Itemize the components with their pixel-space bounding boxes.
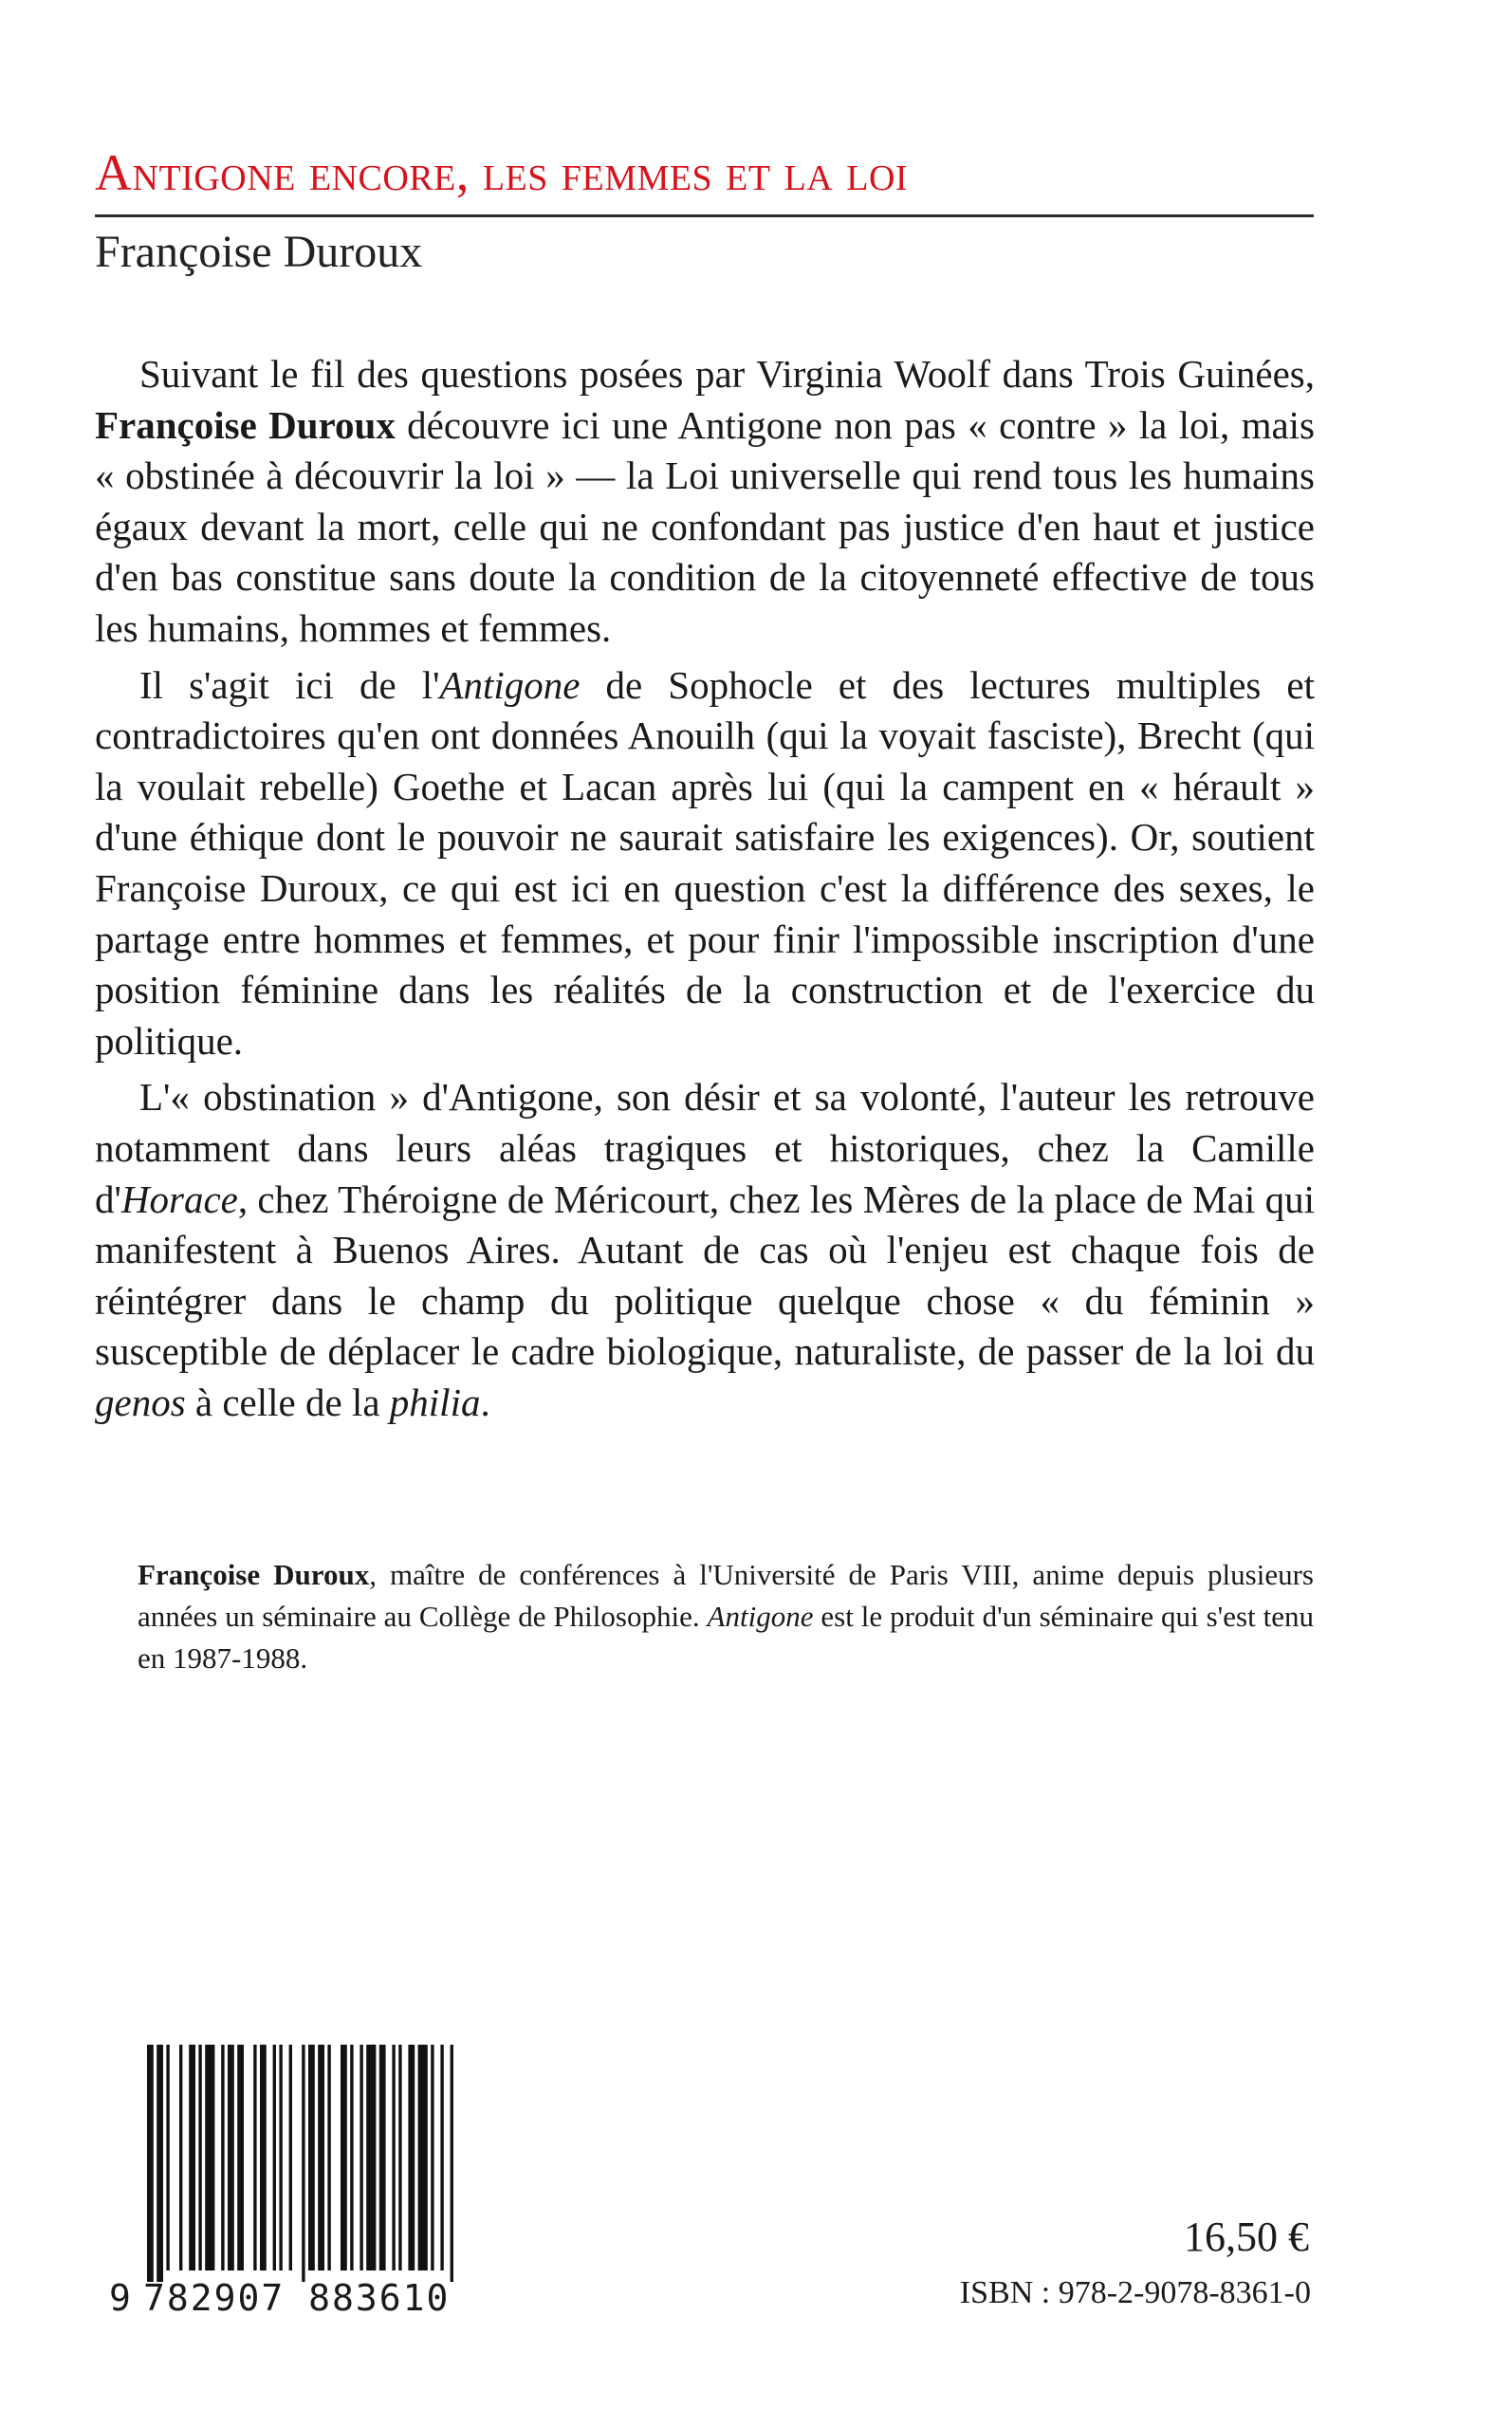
book-author: Françoise Duroux <box>95 227 423 277</box>
barcode-bar <box>418 2045 428 2270</box>
barcode-bar <box>237 2045 244 2270</box>
barcode-bar <box>366 2045 376 2270</box>
barcode-bar <box>408 2045 415 2270</box>
title-rule <box>95 214 1314 217</box>
book-description <box>95 349 1315 1428</box>
description-paragraph-2: Il s'agit ici de l'Antigone de Sophocle et des lectures multiples et contradictoires qu'en ont données Anouilh (qui la voyait fasciste), Brecht (qui la voulait rebelle) Goethe et Lacan après lui (qui la campent en « hérault » d'une éthique dont le pouvoir ne saurait satisfaire les exigences). Or, soutient Françoise Duroux, ce qui est ici en question c'est la différence des sexes, le partage entre hommes et femmes, et pour finir l'impossible inscription d'une position féminine dans les réalités de la construction et de l'exercice du politique. <box>95 662 1315 1063</box>
barcode-bar <box>273 2045 276 2270</box>
italic-horace: Horace <box>120 1177 238 1221</box>
bio-author-name: Françoise Duroux <box>138 1558 370 1591</box>
barcode-bar <box>341 2045 347 2270</box>
barcode-first-digit: 9 <box>109 2277 131 2319</box>
barcode-bar <box>392 2045 395 2270</box>
barcode-bar <box>166 2045 169 2270</box>
barcode-bar <box>253 2045 256 2270</box>
barcode-bar <box>179 2045 182 2270</box>
barcode-bar <box>198 2045 201 2270</box>
italic-antigone: Antigone <box>439 662 581 707</box>
description-paragraph-1: Suivant le fil des questions posées par Virginia Woolf dans Trois Guinées, Françoise Duroux découvre ici une Antigone non pas « contre » la loi, mais « obstinée à découvrir la loi » — la Loi universelle qui rend tous les humains égaux devant la mort, celle qui ne confondant pas justice d'en haut et justice d'en bas constitue sans doute la condition de la citoyenneté effective de tous les humains, hommes et femmes. <box>95 352 1315 650</box>
barcode-bar <box>157 2045 163 2282</box>
barcode-bar <box>350 2045 353 2270</box>
author-bio <box>138 1554 1314 1679</box>
barcode-bar <box>318 2045 324 2270</box>
italic-philia: philia <box>389 1380 481 1424</box>
barcode-bar <box>228 2045 234 2270</box>
barcode-bar <box>379 2045 386 2270</box>
barcode-bar <box>189 2045 195 2270</box>
barcode-bar <box>147 2045 154 2282</box>
barcode-bar <box>398 2045 401 2270</box>
barcode-bar <box>327 2045 330 2270</box>
barcode-bar <box>205 2045 214 2270</box>
barcode-bar <box>221 2045 224 2270</box>
barcode-digits: 782907 883610 <box>143 2277 451 2319</box>
barcode-bar <box>440 2045 443 2270</box>
isbn: ISBN : 978-2-9078-8361-0 <box>959 2275 1311 2310</box>
barcode-bar <box>279 2045 282 2270</box>
book-title: Antigone encore, les femmes et la loi <box>95 144 909 201</box>
barcode-bar <box>302 2045 304 2282</box>
barcode-bars <box>109 2045 517 2282</box>
barcode-bar <box>360 2045 362 2270</box>
barcode <box>109 2045 517 2329</box>
italic-genos: genos <box>95 1380 186 1424</box>
barcode-bar <box>431 2045 433 2270</box>
author-name-bold: Françoise Duroux <box>95 402 396 447</box>
barcode-bar <box>289 2045 292 2270</box>
barcode-bar <box>308 2045 315 2270</box>
barcode-bar <box>260 2045 267 2270</box>
barcode-bar <box>451 2045 453 2282</box>
description-paragraph-3: L'« obstination » d'Antigone, son désir et sa volonté, l'auteur les retrouve notamment dans leurs aléas tragiques et historiques, chez la Camille d'Horace, chez Théroigne de Méricourt, chez les Mères de la place de Mai qui manifestent à Buenos Aires. Autant de cas où l'enjeu est chaque fois de réintégrer dans le champ du politique quelque chose « du féminin » susceptible de déplacer le cadre biologique, naturaliste, de passer de la loi du genos à celle de la philia. <box>95 1075 1315 1424</box>
price: 16,50 € <box>1184 2214 1309 2260</box>
bio-italic-antigone: Antigone <box>707 1600 814 1633</box>
author-bio-paragraph: Françoise Duroux, maître de conférences à l'Université de Paris VIII, anime depuis plusieurs années un séminaire au Collège de Philosophie. Antigone est le produit d'un séminaire qui s'est tenu en 1987-1988. <box>138 1558 1314 1675</box>
